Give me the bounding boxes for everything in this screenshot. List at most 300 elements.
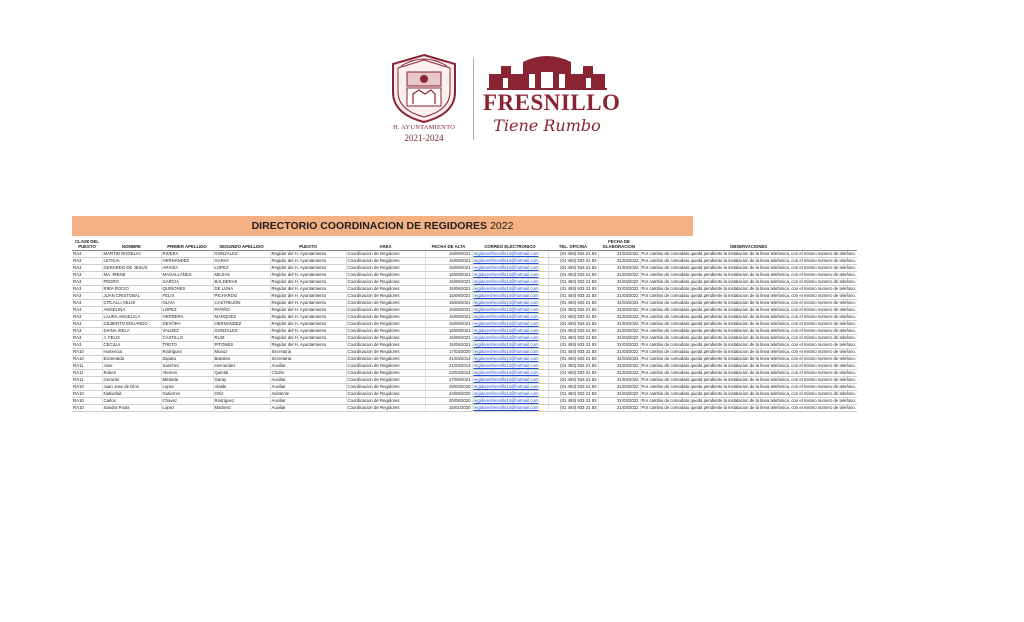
cell-fecha-elaboracion: 31/03/2022 [598,384,640,391]
directory-title-bar [72,216,693,236]
table-body [72,251,857,412]
table-row [72,286,857,293]
cell-area: Coordinacion de Regidores [346,314,425,321]
cell-observaciones: Por cambio de comodato queda pendiente la instalacion de la linea telefonica, con el mismo numero de telefono. [641,307,857,312]
cell-puesto: Regidor del H. Ayuntamiento [270,342,346,349]
cell-fecha-alta: 24/08/2020 [425,391,472,398]
cell-observaciones: Por cambio de comodato queda pendiente la instalacion de la linea telefonica, con el mismo numero de telefono. [641,342,857,347]
cell-telefono: (01 493) 933 21 83 [548,342,598,349]
cell-observaciones: Por cambio de comodato queda pendiente la instalacion de la linea telefonica, con el mismo numero de telefono. [641,328,857,333]
cell-puesto: Regidor del H. Ayuntamiento [270,258,346,265]
cell-primer-apellido: Rodriguez [161,349,213,356]
cell-clave: RA3 [72,265,102,272]
cell-observaciones: Por cambio de comodato queda pendiente la instalacion de la linea telefonica, con el mismo numero de telefono. [641,300,857,305]
cell-correo-link[interactable]: regidoresfresnillo14@hotmail.com [472,335,548,342]
cell-correo-link[interactable]: regidoresfresnillo14@hotmail.com [472,405,548,412]
cell-puesto: Chofer [270,370,346,377]
cell-correo-link[interactable]: regidoresfresnillo14@hotmail.com [472,300,548,307]
cell-correo-link[interactable]: regidoresfresnillo14@hotmail.com [472,293,548,300]
cell-area: Coordinacion de Regidores [346,391,425,398]
cell-nombre: MARTIN ROGELIO [102,251,161,258]
cell-segundo-apellido: HERNANDEZ [213,321,270,328]
header-fecha-alta: FECHA DE ALTA [425,236,472,251]
cell-fecha-alta: 15/09/2021 [425,307,472,314]
cell-fecha-elaboracion: 31/03/2022 [598,321,640,328]
cell-correo-link[interactable]: regidoresfresnillo14@hotmail.com [472,272,548,279]
cell-telefono: (01 493) 933 21 83 [548,384,598,391]
cell-segundo-apellido: RUIZ [213,335,270,342]
seal-caption: H. AYUNTAMIENTO [392,124,456,131]
cell-fecha-elaboracion: 31/03/2022 [598,342,640,349]
cell-area: Coordinacion de Regidores [346,251,425,258]
cell-puesto: Regidor del H. Ayuntamiento [270,321,346,328]
table-row [72,272,857,279]
cell-area: Coordinacion de Regidores [346,349,425,356]
cell-segundo-apellido: GONZALEZ [213,328,270,335]
cell-clave: RA3 [72,342,102,349]
cell-segundo-apellido: PATIÑO [213,307,270,314]
cell-fecha-alta: 20/08/2020 [425,398,472,405]
cell-fecha-elaboracion: 31/03/2022 [598,300,640,307]
cell-telefono: (01 493) 933 21 83 [548,307,598,314]
cell-area: Coordinacion de Regidores [346,363,425,370]
cell-puesto: Regidor del H. Ayuntamiento [270,293,346,300]
directory-title: DIRECTORIO COORDINACION DE REGIDORES [251,220,488,232]
cell-primer-apellido: Sanchez [161,363,213,370]
table-row [72,405,857,412]
cell-nombre: PEDRO [102,279,161,286]
cell-primer-apellido: Zapata [161,356,213,363]
cell-nombre: MA. IRENE [102,272,161,279]
cell-correo-link[interactable]: regidoresfresnillo14@hotmail.com [472,342,548,349]
cell-telefono: (01 493) 933 21 83 [548,272,598,279]
cell-nombre: GILBERTO EDUARDO [102,321,161,328]
cell-primer-apellido: Gutierrez [161,391,213,398]
table-row [72,356,857,363]
cell-fecha-alta: 15/09/2021 [425,335,472,342]
cell-nombre: Jose [102,363,161,370]
cell-area: Coordinacion de Regidores [346,272,425,279]
cell-puesto: Regidor del H. Ayuntamiento [270,265,346,272]
cell-primer-apellido: ARAIZA [161,265,213,272]
table-row [72,349,857,356]
cell-puesto: Auxiliar [270,398,346,405]
cell-telefono: (01 493) 933 21 83 [548,398,598,405]
table-row [72,377,857,384]
cell-segundo-apellido: Ortiz [213,391,270,398]
header-primer-apellido: PRIMER APELLIDO [161,236,213,251]
cell-primer-apellido: OLIVA [161,300,213,307]
cell-primer-apellido: HERNANDEZ [161,258,213,265]
cell-fecha-elaboracion: 31/03/2022 [598,363,640,370]
cell-correo-link[interactable]: regidoresfresnillo14@hotmail.com [472,251,548,258]
cell-segundo-apellido: DE LUNA [213,286,270,293]
cell-primer-apellido: MAGALLANES [161,272,213,279]
table-row [72,314,857,321]
cell-puesto: Secretaria [270,356,346,363]
cell-nombre: GERARDO DE JESUS [102,265,161,272]
header-logos [385,52,625,147]
header-observaciones: OBSERVACIONES [640,236,857,251]
cell-segundo-apellido: Martinez [213,405,270,412]
cell-primer-apellido: Lopez [161,405,213,412]
cell-clave: RA10 [72,405,102,412]
cell-fecha-alta: 27/08/2021 [425,377,472,384]
cell-segundo-apellido: PICHARDO [213,293,270,300]
logo-divider [473,58,474,140]
cell-fecha-elaboracion: 31/03/2022 [598,307,640,314]
cell-fecha-elaboracion: 31/03/2022 [598,370,640,377]
cell-fecha-elaboracion: 31/03/2022 [598,356,640,363]
cell-area: Coordinacion de Regidores [346,405,425,412]
cell-correo-link[interactable]: regidoresfresnillo14@hotmail.com [472,314,548,321]
table-row [72,300,857,307]
cell-nombre: Ruben [102,370,161,377]
table-row [72,258,857,265]
cell-area: Coordinacion de Regidores [346,321,425,328]
cell-nombre: Natividad [102,391,161,398]
cell-telefono: (01 493) 933 21 83 [548,377,598,384]
cell-fecha-alta: 15/09/2021 [425,321,472,328]
table-row [72,328,857,335]
cell-primer-apellido: Lopez [161,384,213,391]
cell-clave: RA11 [72,377,102,384]
directory-table [72,236,857,412]
cell-correo-link[interactable]: regidoresfresnillo14@hotmail.com [472,265,548,272]
cell-fecha-elaboracion: 31/03/2022 [598,349,640,356]
table-row [72,370,857,377]
header-correo: CORREO ELECTRONICO [472,236,548,251]
table-row [72,279,857,286]
cell-fecha-alta: 15/09/2021 [425,328,472,335]
cell-fecha-alta: 15/09/2021 [425,265,472,272]
cell-area: Coordinacion de Regidores [346,370,425,377]
cell-nombre: Carlos [102,398,161,405]
table-header-row [72,236,857,251]
cell-primer-apellido: Alemon [161,370,213,377]
cell-correo-link[interactable]: regidoresfresnillo14@hotmail.com [472,377,548,384]
cell-telefono: (01 493) 933 21 83 [548,265,598,272]
cell-clave: RA3 [72,251,102,258]
cell-puesto: Regidor del H. Ayuntamiento [270,335,346,342]
cell-primer-apellido: CASTILLO [161,335,213,342]
cell-correo-link[interactable]: regidoresfresnillo14@hotmail.com [472,398,548,405]
cell-segundo-apellido: Alaide [213,384,270,391]
cell-telefono: (01 493) 933 21 83 [548,293,598,300]
cell-observaciones: Por cambio de comodato queda pendiente la instalacion de la linea telefonica, con el mismo numero de telefono. [641,391,857,396]
cell-observaciones: Por cambio de comodato queda pendiente la instalacion de la linea telefonica, con el mismo numero de telefono. [641,286,857,291]
cell-fecha-elaboracion: 31/03/2022 [598,279,640,286]
cell-segundo-apellido: MARQUEZ [213,314,270,321]
cell-clave: RA10 [72,349,102,356]
cell-area: Coordinacion de Regidores [346,286,425,293]
cell-segundo-apellido: Banales [213,356,270,363]
cell-primer-apellido: QUIÑONES [161,286,213,293]
cell-clave: RA3 [72,307,102,314]
table-row [72,265,857,272]
brand-name: FRESNILLO [483,90,621,115]
cell-area: Coordinacion de Regidores [346,377,425,384]
cell-correo-link[interactable]: regidoresfresnillo14@hotmail.com [472,321,548,328]
cell-segundo-apellido: Rodriguez [213,398,270,405]
cell-nombre: Sandra Paola [102,405,161,412]
cell-clave: RA10 [72,384,102,391]
cell-observaciones: Por cambio de comodato queda pendiente la instalacion de la linea telefonica, con el mismo numero de telefono. [641,314,857,319]
cell-segundo-apellido: Garay [213,377,270,384]
cell-correo-link[interactable]: regidoresfresnillo14@hotmail.com [472,279,548,286]
cell-fecha-elaboracion: 31/03/2022 [598,405,640,412]
cell-observaciones: Por cambio de comodato queda pendiente la instalacion de la linea telefonica, con el mismo numero de telefono. [641,321,857,326]
cell-observaciones: Por cambio de comodato queda pendiente la instalacion de la linea telefonica, con el mismo numero de telefono. [641,384,857,389]
cell-fecha-alta: 17/03/2020 [425,349,472,356]
cell-puesto: Regidor del H. Ayuntamiento [270,272,346,279]
cell-clave: RA10 [72,398,102,405]
cell-telefono: (01 493) 933 21 83 [548,279,598,286]
cell-puesto: Auxiliar [270,405,346,412]
cell-puesto: Auxiliar [270,377,346,384]
cell-clave: RA10 [72,356,102,363]
cell-nombre: Gerardo [102,377,161,384]
header-clave: CLAVE DEL PUESTO [72,236,102,251]
cell-telefono: (01 493) 933 21 83 [548,314,598,321]
cell-clave: RA10 [72,391,102,398]
cell-area: Coordinacion de Regidores [346,258,425,265]
table-row [72,363,857,370]
cell-correo-link[interactable]: regidoresfresnillo14@hotmail.com [472,349,548,356]
header-area: AREA [346,236,425,251]
cell-nombre: Juan Jose de Dios [102,384,161,391]
cell-clave: RA3 [72,279,102,286]
cell-segundo-apellido: MEJIAS [213,272,270,279]
cell-correo-link[interactable]: regidoresfresnillo14@hotmail.com [472,384,548,391]
cell-puesto: Regidor del H. Ayuntamiento [270,286,346,293]
cell-correo-link[interactable]: regidoresfresnillo14@hotmail.com [472,356,548,363]
cell-fecha-elaboracion: 31/03/2022 [598,335,640,342]
cell-area: Coordinacion de Regidores [346,265,425,272]
cell-telefono: (01 493) 933 21 83 [548,391,598,398]
cell-area: Coordinacion de Regidores [346,335,425,342]
header-telefono: TEL. OFICINA [548,236,598,251]
cell-primer-apellido: DEVORA [161,321,213,328]
cell-observaciones: Por cambio de comodato queda pendiente la instalacion de la linea telefonica, con el mismo numero de telefono. [641,272,857,277]
brand-tagline: Tiene Rumbo [493,116,601,135]
cell-observaciones: Por cambio de comodato queda pendiente la instalacion de la linea telefonica, con el mismo numero de telefono. [641,335,857,340]
ayuntamiento-seal [385,52,463,147]
cell-correo-link[interactable]: regidoresfresnillo14@hotmail.com [472,328,548,335]
cell-fecha-alta: 21/03/2014 [425,363,472,370]
table-row [72,384,857,391]
cell-clave: RA11 [72,363,102,370]
cell-nombre: Hortencia [102,349,161,356]
cell-area: Coordinacion de Regidores [346,328,425,335]
directory-sheet [72,216,857,412]
cell-fecha-alta: 15/09/2021 [425,258,472,265]
cell-observaciones: Por cambio de comodato queda pendiente la instalacion de la linea telefonica, con el mismo numero de telefono. [641,398,857,403]
cell-area: Coordinacion de Regidores [346,384,425,391]
cell-primer-apellido: RIVERA [161,251,213,258]
cell-nombre: ANGELINA [102,307,161,314]
cell-telefono: (01 493) 933 21 83 [548,363,598,370]
cell-observaciones: Por cambio de comodato queda pendiente la instalacion de la linea telefonica, con el mismo numero de telefono. [641,293,857,298]
cell-nombre: DIANA ISELA [102,328,161,335]
cell-telefono: (01 493) 933 21 83 [548,258,598,265]
table-row [72,307,857,314]
cell-primer-apellido: Miranda [161,377,213,384]
table-row [72,391,857,398]
cell-puesto: Asistente [270,391,346,398]
cell-observaciones: Por cambio de comodato queda pendiente la instalacion de la linea telefonica, con el mismo numero de telefono. [641,370,857,375]
cell-fecha-elaboracion: 31/03/2022 [598,286,640,293]
cell-segundo-apellido: CASTREJON [213,300,270,307]
cell-nombre: J. FELIX [102,335,161,342]
cell-puesto: Secretaria [270,349,346,356]
cell-fecha-elaboracion: 31/03/2022 [598,265,640,272]
cell-fecha-elaboracion: 31/03/2022 [598,272,640,279]
table-row [72,321,857,328]
table-row [72,293,857,300]
cell-observaciones: Por cambio de comodato queda pendiente la instalacion de la linea telefonica, con el mismo numero de telefono. [641,258,857,263]
cell-puesto: Regidor del H. Ayuntamiento [270,251,346,258]
cell-fecha-elaboracion: 31/03/2022 [598,391,640,398]
cell-area: Coordinacion de Regidores [346,279,425,286]
cell-nombre: CITLALLI XELOI [102,300,161,307]
cell-primer-apellido: VALDEZ [161,328,213,335]
cell-puesto: Regidor del H. Ayuntamiento [270,307,346,314]
header-nombre: NOMBRE [102,236,161,251]
cell-fecha-alta: 29/03/2020 [425,384,472,391]
cell-telefono: (01 493) 933 21 83 [548,356,598,363]
cell-correo-link[interactable]: regidoresfresnillo14@hotmail.com [472,286,548,293]
cell-correo-link[interactable]: regidoresfresnillo14@hotmail.com [472,258,548,265]
header-fecha-elaboracion: FECHA DE ELABORACION [598,236,640,251]
cell-fecha-alta: 15/09/2021 [425,279,472,286]
cell-puesto: Regidor del H. Ayuntamiento [270,314,346,321]
cell-primer-apellido: FELIX [161,293,213,300]
cell-fecha-alta: 15/01/2020 [425,405,472,412]
cell-telefono: (01 493) 933 21 83 [548,251,598,258]
cell-fecha-alta: 21/03/2014 [425,356,472,363]
cell-observaciones: Por cambio de comodato queda pendiente la instalacion de la linea telefonica, con el mismo numero de telefono. [641,265,857,270]
header-puesto: PUESTO [270,236,346,251]
cell-fecha-elaboracion: 31/03/2022 [598,251,640,258]
header-segundo-apellido: SEGUNDO APELLIDO [213,236,270,251]
cell-telefono: (01 493) 933 21 83 [548,370,598,377]
cell-primer-apellido: Chavez [161,398,213,405]
table-row [72,398,857,405]
cell-observaciones: Por cambio de comodato queda pendiente la instalacion de la linea telefonica, con el mismo numero de telefono. [641,349,857,354]
cell-segundo-apellido: GARAY [213,258,270,265]
cell-primer-apellido: TRETO [161,342,213,349]
cell-fecha-elaboracion: 31/03/2022 [598,314,640,321]
cell-fecha-alta: 15/09/2021 [425,272,472,279]
cell-fecha-alta: 15/09/2021 [425,293,472,300]
cell-clave: RA3 [72,286,102,293]
table-row [72,251,857,258]
cell-observaciones: Por cambio de comodato queda pendiente la instalacion de la linea telefonica, con el mismo numero de telefono. [641,377,857,382]
cell-fecha-alta: 15/09/2021 [425,314,472,321]
cell-correo-link[interactable]: regidoresfresnillo14@hotmail.com [472,363,548,370]
directory-year: 2022 [490,220,514,232]
cell-segundo-apellido: PITONES [213,342,270,349]
cell-primer-apellido: GARCIA [161,279,213,286]
cell-clave: RA3 [72,300,102,307]
cell-segundo-apellido: LOPEZ [213,265,270,272]
cell-observaciones: Por cambio de comodato queda pendiente la instalacion de la linea telefonica, con el mismo numero de telefono. [641,279,857,284]
cell-clave: RA3 [72,272,102,279]
cell-area: Coordinacion de Regidores [346,293,425,300]
cell-nombre: Esmeralda [102,356,161,363]
cell-puesto: Regidor del H. Ayuntamiento [270,279,346,286]
cell-telefono: (01 493) 933 21 83 [548,286,598,293]
cell-observaciones: Por cambio de comodato queda pendiente la instalacion de la linea telefonica, con el mismo numero de telefono. [641,363,857,368]
cell-observaciones: Por cambio de comodato queda pendiente la instalacion de la linea telefonica, con el mismo numero de telefono. [641,251,857,256]
cell-correo-link[interactable]: regidoresfresnillo14@hotmail.com [472,391,548,398]
cell-fecha-alta: 15/09/2021 [425,300,472,307]
cell-nombre: CECILIA [102,342,161,349]
cell-primer-apellido: LOPEZ [161,307,213,314]
cell-segundo-apellido: GONZALEZ [213,251,270,258]
cell-fecha-elaboracion: 31/03/2022 [598,328,640,335]
cell-nombre: RIRA ROCIO [102,286,161,293]
cell-telefono: (01 493) 933 21 83 [548,300,598,307]
church-skyline-icon [483,52,611,92]
table-row [72,342,857,349]
cell-clave: RA3 [72,258,102,265]
cell-telefono: (01 493) 933 21 83 [548,321,598,328]
cell-fecha-elaboracion: 31/03/2022 [598,377,640,384]
seal-years: 2021-2024 [404,133,444,143]
cell-telefono: (01 493) 933 21 83 [548,335,598,342]
cell-fecha-alta: 15/09/2021 [425,286,472,293]
cell-puesto: Auxiliar [270,384,346,391]
seal-emblem-icon [385,52,463,124]
cell-correo-link[interactable]: regidoresfresnillo14@hotmail.com [472,370,548,377]
cell-fecha-alta: 23/03/2014 [425,370,472,377]
cell-clave: RA3 [72,328,102,335]
cell-segundo-apellido: Munoz [213,349,270,356]
cell-fecha-alta: 15/09/2021 [425,342,472,349]
cell-correo-link[interactable]: regidoresfresnillo14@hotmail.com [472,307,548,314]
cell-nombre: JUAN CRISTOBAL [102,293,161,300]
cell-telefono: (01 493) 933 21 83 [548,349,598,356]
cell-clave: RA3 [72,335,102,342]
cell-nombre: LAURA ANGELICA [102,314,161,321]
cell-fecha-elaboracion: 31/03/2022 [598,398,640,405]
cell-nombre: LETICIA [102,258,161,265]
cell-fecha-elaboracion: 31/03/2022 [598,293,640,300]
cell-clave: RA3 [72,321,102,328]
cell-primer-apellido: HERRERA [161,314,213,321]
cell-area: Coordinacion de Regidores [346,342,425,349]
cell-segundo-apellido: Quintal [213,370,270,377]
fresnillo-brand-logo [483,52,621,147]
cell-area: Coordinacion de Regidores [346,356,425,363]
cell-fecha-alta: 15/09/2021 [425,251,472,258]
cell-area: Coordinacion de Regidores [346,398,425,405]
cell-observaciones: Por cambio de comodato queda pendiente la instalacion de la linea telefonica, con el mismo numero de telefono. [641,405,857,410]
cell-observaciones: Por cambio de comodato queda pendiente la instalacion de la linea telefonica, con el mismo numero de telefono. [641,356,857,361]
cell-area: Coordinacion de Regidores [346,300,425,307]
cell-telefono: (01 493) 933 21 83 [548,405,598,412]
cell-puesto: Regidor del H. Ayuntamiento [270,300,346,307]
cell-clave: RA11 [72,370,102,377]
cell-clave: RA3 [72,314,102,321]
cell-clave: RA3 [72,293,102,300]
table-row [72,335,857,342]
cell-area: Coordinacion de Regidores [346,307,425,314]
cell-telefono: (01 493) 933 21 83 [548,328,598,335]
cell-puesto: Regidor del H. Ayuntamiento [270,328,346,335]
